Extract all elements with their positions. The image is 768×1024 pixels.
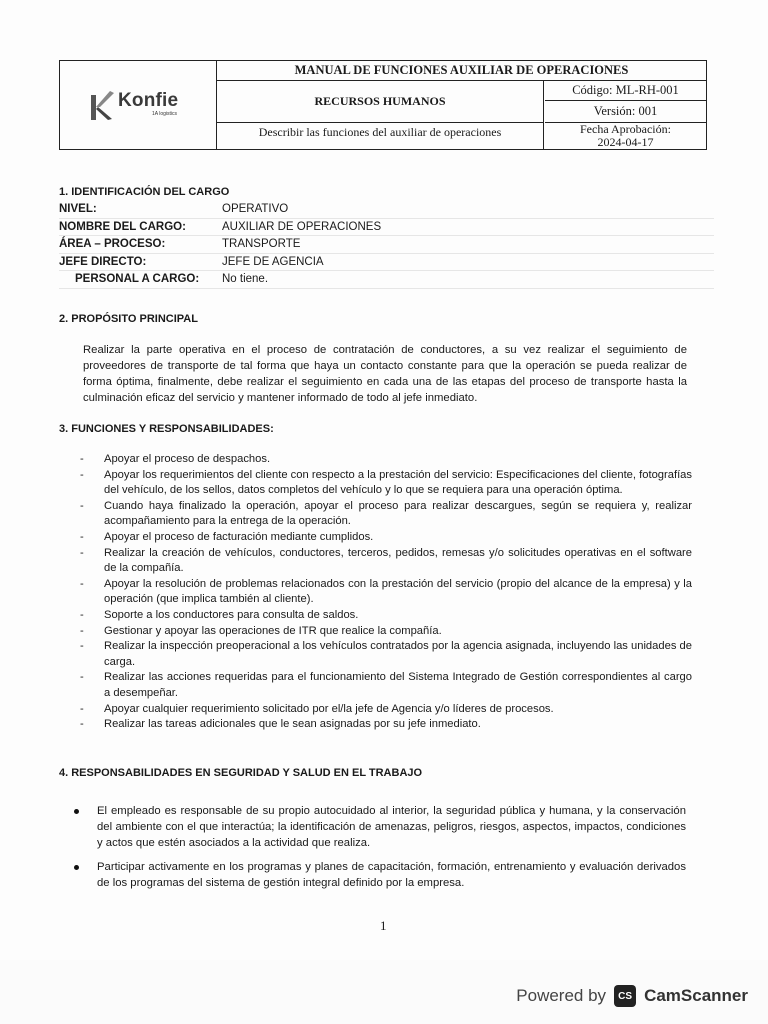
section-functions-title: 3. FUNCIONES Y RESPONSABILIDADES: [59, 423, 274, 435]
section-purpose-title: 2. PROPÓSITO PRINCIPAL [59, 313, 198, 325]
ident-key: NIVEL: [59, 203, 97, 215]
section-safety-title: 4. RESPONSABILIDADES EN SEGURIDAD Y SALUD EN EL TRABAJO [59, 767, 423, 779]
list-item: - Realizar la creación de vehículos, conductores, terceros, pedidos, remesas y/o solicitudes operativas en el software de la compañía. [80, 546, 692, 577]
list-item: - Realizar las acciones requeridas para el funcionamiento del Sistema Integrado de Gestión correspondientes al cargo a desempeñar. [80, 670, 692, 701]
list-item: - Soporte a los conductores para consulta de saldos. [80, 608, 692, 624]
purpose-paragraph: Realizar la parte operativa en el proceso de contratación de conductores, a su vez realizar el seguimiento de proveedores de transporte de tal forma que haya un contacto constante para que la operación se pueda realizar de forma óptima, finalmente, debe realizar el seguimiento en cada una de las etapas del proceso de transporte hasta la culminación eficaz del servicio y mantener informado de todo al jefe inmediato. [83, 344, 687, 404]
approval-date: 2024-04-17 [597, 135, 654, 149]
ident-row [59, 219, 714, 237]
camscanner-watermark [516, 985, 748, 1007]
camscanner-icon: CS [614, 985, 636, 1007]
camscanner-brand: CamScanner [644, 986, 748, 1005]
logo-cell [60, 61, 217, 149]
ident-value: AUXILIAR DE OPERACIONES [222, 220, 382, 233]
ident-key: PERSONAL A CARGO: [75, 273, 200, 285]
list-item: - Apoyar cualquier requerimiento solicitado por el/la jefe de Agencia y/o líderes de procesos. [80, 702, 692, 718]
document-code: Código: ML-RH-001 [545, 81, 706, 101]
document-header-table [59, 60, 707, 150]
list-item: - Apoyar los requerimientos del cliente con respecto a la prestación del servicio: Especificaciones del cliente, fotografías del vehículo, de los sellos, datos completos del vehículo y lo que se requiera para una operación óptima. [80, 468, 692, 499]
ident-key: ÁREA – PROCESO: [59, 238, 166, 250]
list-item: - Apoyar el proceso de facturación mediante cumplidos. [80, 530, 692, 546]
logo-subtitle: 1A logistics [152, 111, 178, 117]
ident-row [59, 271, 714, 289]
ident-row [59, 236, 714, 254]
ident-key: NOMBRE DEL CARGO: [59, 220, 186, 233]
functions-list [80, 452, 692, 733]
ident-value: OPERATIVO [222, 203, 289, 215]
powered-by-text: Powered by [516, 986, 607, 1005]
ident-value: No tiene. [222, 273, 269, 285]
manual-title: MANUAL DE FUNCIONES AUXILIAR DE OPERACIONES [217, 61, 706, 81]
identification-table [59, 201, 714, 289]
list-item: - Realizar la inspección preoperacional a los vehículos contratados por la agencia asignada, incluyendo las unidades de carga. [80, 639, 692, 670]
ident-row [59, 201, 714, 219]
ident-row [59, 254, 714, 272]
document-description [217, 123, 544, 149]
list-item: Participar activamente en los programas y planes de capacitación, formación, entrenamiento y evaluación derivados de los programas del sistema de gestión integral definido por la empresa. [70, 859, 686, 891]
approval-label: Fecha Aprobación: [580, 122, 671, 136]
description-text: Describir las funciones del auxiliar de operaciones [258, 125, 502, 139]
list-item: - Gestionar y apoyar las operaciones de ITR que realice la compañía. [80, 624, 692, 640]
logo-brand-text: Konfie [118, 90, 179, 111]
safety-list [70, 803, 686, 899]
approval-date-cell [545, 123, 706, 149]
list-item: El empleado es responsable de su propio autocuidado al interior, la seguridad pública y humana, y la conservación del ambiente con el que interactúa; la identificación de amenazas, peligros, riesgos, aspectos, impactos, condiciones y actos que estén asociados a la actividad que realiza. [70, 803, 686, 851]
section-identification-title: 1. IDENTIFICACIÓN DEL CARGO [59, 186, 230, 198]
area-name: RECURSOS HUMANOS [217, 81, 544, 123]
list-item: - Cuando haya finalizado la operación, apoyar el proceso para realizar descargues, según se requiera y, realizar acompañamiento para la entrega de la operación. [80, 499, 692, 530]
page-number: 1 [380, 918, 387, 933]
ident-value: JEFE DE AGENCIA [222, 255, 324, 268]
ident-key: JEFE DIRECTO: [59, 255, 147, 268]
ident-value: TRANSPORTE [222, 238, 301, 250]
list-item: - Apoyar la resolución de problemas relacionados con la prestación del servicio (propio del alcance de la empresa) y la operación (que implica también al cliente). [80, 577, 692, 608]
list-item: - Apoyar el proceso de despachos. [80, 452, 692, 468]
konfie-k-icon [90, 89, 116, 121]
list-item: - Realizar las tareas adicionales que le sean asignadas por su jefe inmediato. [80, 717, 692, 733]
company-logo [90, 89, 200, 125]
document-version: Versión: 001 [545, 101, 706, 123]
